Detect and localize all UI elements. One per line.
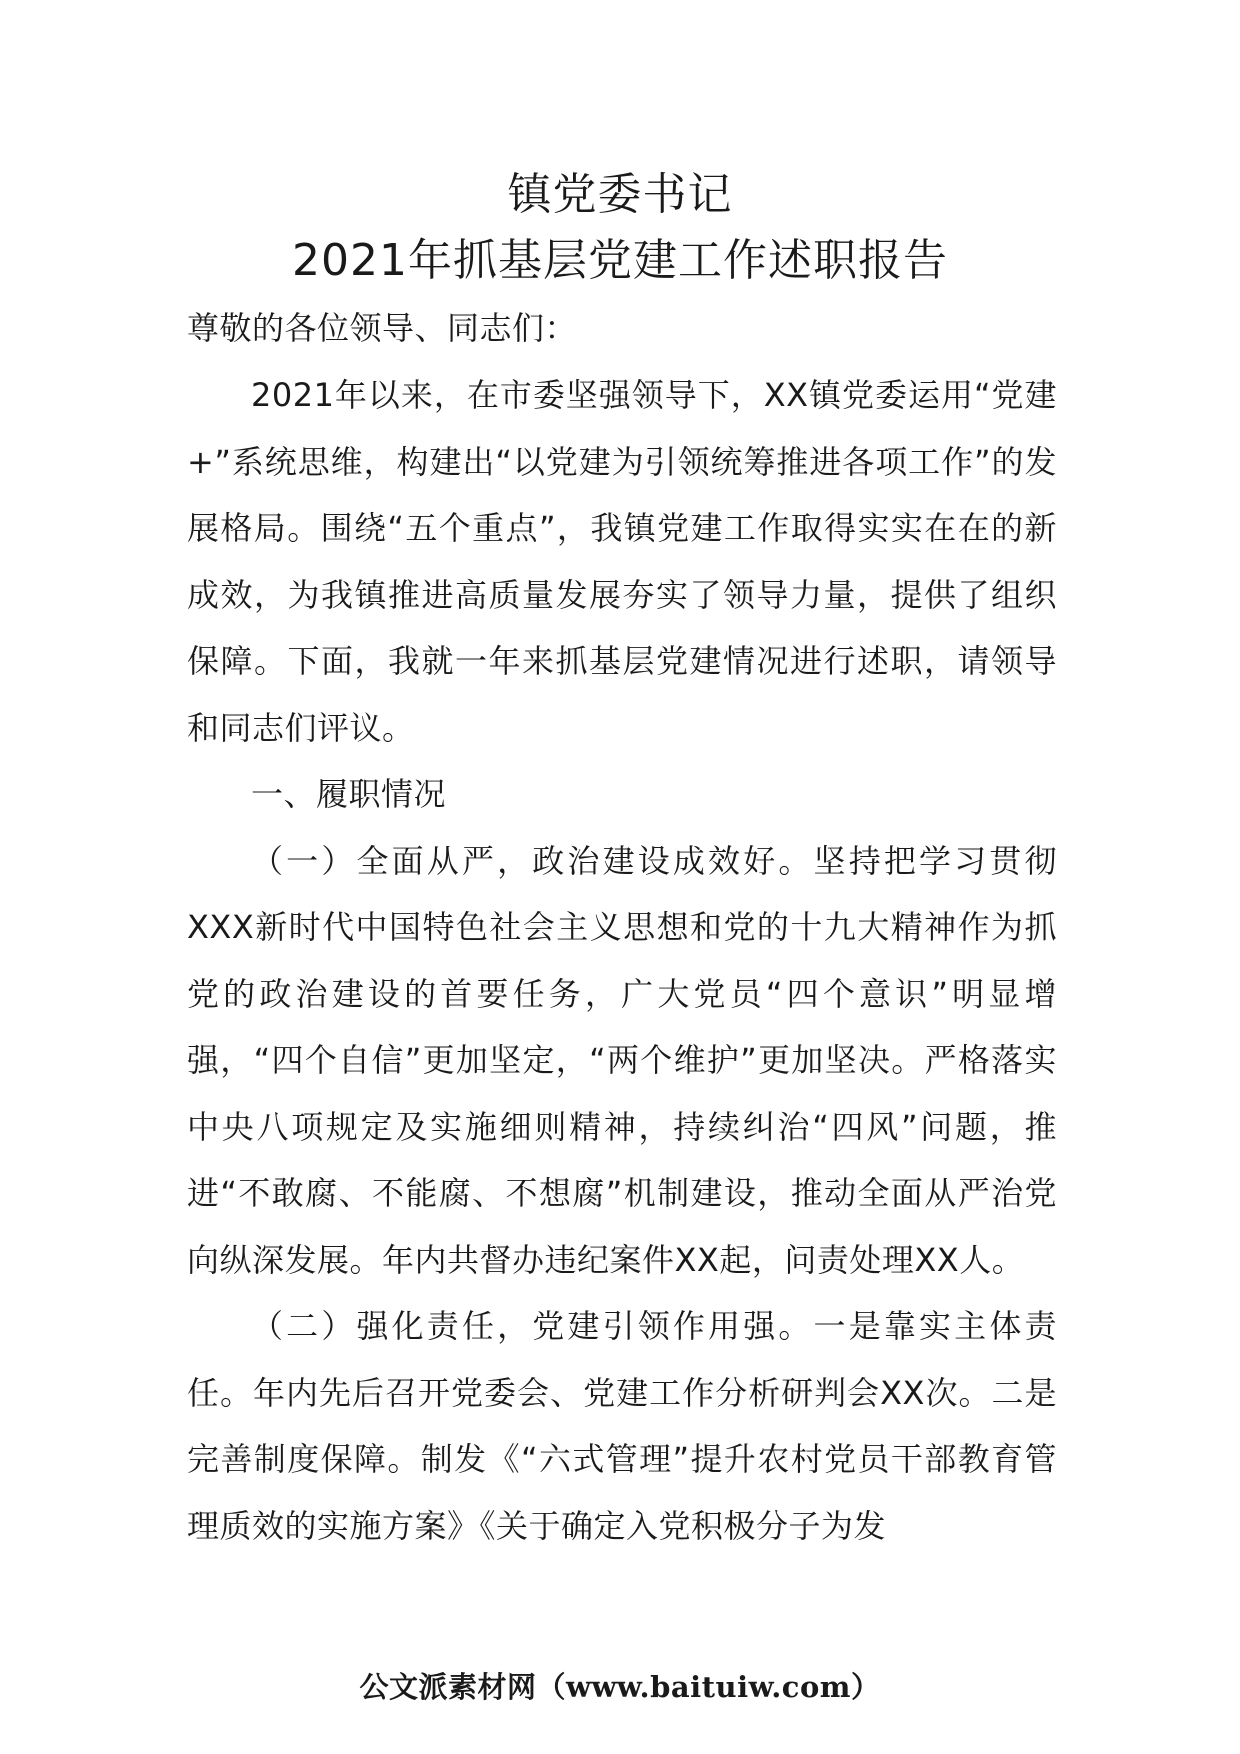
- footer-watermark: 公文派素材网（www.baituiw.com）: [359, 1670, 881, 1704]
- document-title-line-2: 2021年抓基层党建工作述职报告: [292, 235, 948, 286]
- salutation: 尊敬的各位领导、同志们：: [187, 309, 578, 347]
- document-body: [187, 362, 1057, 1559]
- paragraph-responsibility: （二）强化责任，党建引领作用强。一是靠实主体责任。年内先后召开党委会、党建工作分析研判会XX次。二是完善制度保障。制发《“六式管理”提升农村党员干部教育管理质效的实施方案》《关于确定入党积极分子为发: [187, 1307, 1057, 1545]
- paragraph-political-construction: （一）全面从严，政治建设成效好。坚持把学习贯彻XXX新时代中国特色社会主义思想和党的十九大精神作为抓党的政治建设的首要任务，广大党员“四个意识”明显增强，“四个自信”更加坚定，“两个维护”更加坚决。严格落实中央八项规定及实施细则精神，持续纠治“四风”问题，推进“不敢腐、不能腐、不想腐”机制建设，推动全面从严治党向纵深发展。年内共督办违纪案件XX起，问责处理XX人。: [187, 841, 1057, 1279]
- section-heading-performance: 一、履职情况: [251, 775, 447, 813]
- paragraph-intro: 2021年以来，在市委坚强领导下，XX镇党委运用“党建+”系统思维，构建出“以党建为引领统筹推进各项工作”的发展格局。围绕“五个重点”，我镇党建工作取得实实在在的新成效，为我镇推进高质量发展夯实了领导力量，提供了组织保障。下面，我就一年来抓基层党建情况进行述职，请领导和同志们评议。: [187, 376, 1057, 747]
- document-title-line-1: 镇党委书记: [507, 169, 733, 220]
